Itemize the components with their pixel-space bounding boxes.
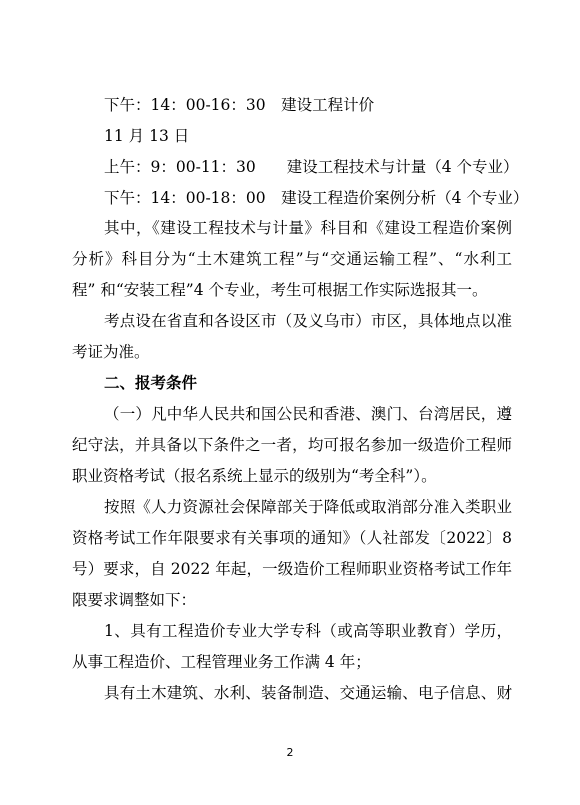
paragraph-line: 资格考试工作年限要求有关事项的通知》（人社部发〔2022〕8 [72, 529, 512, 547]
paragraph-line: 按照《人力资源社会保障部关于降低或取消部分准入类职业 [104, 498, 512, 516]
paragraph-line: 考证为准。 [72, 343, 150, 361]
schedule-date-line: 11 月 13 日 [104, 127, 190, 145]
paragraph-line: （一）凡中华人民共和国公民和香港、澳门、台湾居民，遵 [104, 405, 512, 423]
paragraph-line: 程” 和“安装工程”4 个专业，考生可根据工作实际选报其一。 [72, 281, 488, 299]
schedule-line-morning: 上午：9：00-11：30 建设工程技术与计量（4 个专业） [104, 158, 519, 176]
paragraph-line: 具有土木建筑、水利、装备制造、交通运输、电子信息、财 [104, 684, 512, 702]
section-heading: 二、报考条件 [104, 374, 198, 392]
paragraph-line: 考点设在省直和各设区市（及义乌市）市区，具体地点以准 [104, 312, 512, 330]
paragraph-line: 号）要求，自 2022 年起，一级造价工程师职业资格考试工作年 [72, 560, 512, 578]
schedule-line-afternoon-2: 下午：14：00-18：00 建设工程造价案例分析（4 个专业） [104, 189, 529, 207]
paragraph-line: 1、具有工程造价专业大学专科（或高等职业教育）学历， [104, 622, 512, 640]
paragraph-line: 职业资格考试（报名系统上显示的级别为“考全科”）。 [72, 467, 437, 485]
paragraph-line: 其中，《建设工程技术与计量》科目和《建设工程造价案例 [104, 219, 512, 237]
schedule-line-afternoon-1: 下午：14：00-16：30 建设工程计价 [104, 96, 375, 114]
paragraph-line: 纪守法，并具备以下条件之一者，均可报名参加一级造价工程师 [72, 436, 512, 454]
page-number: 2 [286, 746, 294, 759]
paragraph-line: 限要求调整如下： [72, 591, 197, 609]
paragraph-line: 从事工程造价、工程管理业务工作满 4 年； [72, 653, 371, 671]
paragraph-line: 分析》科目分为“土木建筑工程”与“交通运输工程”、“水利工 [72, 250, 512, 268]
